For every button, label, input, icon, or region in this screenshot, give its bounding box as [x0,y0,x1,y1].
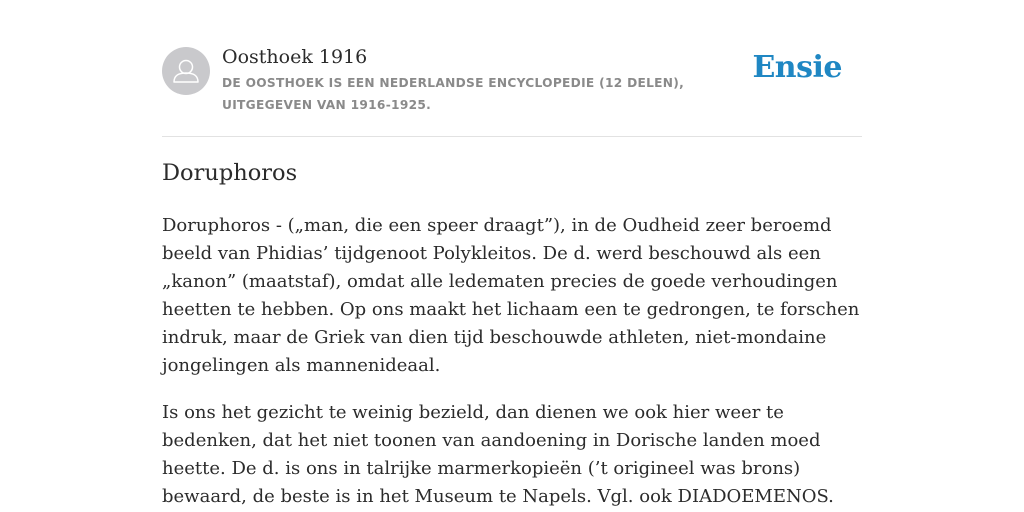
source-header [162,0,862,137]
article-paragraph: Is ons het gezicht te weinig bezield, dan dienen we ook hier weer te bedenken, dat het niet toonen van aandoening in Dorische landen moed heette. De d. is ons in talrijke marmerkopieën (’t origineel was brons) bewaard, de beste is in het Museum te Napels. Vgl. ook DIADOEMENOS. [162,402,834,507]
article-paragraph: Doruphoros - („man, die een speer draagt”), in de Oudheid zeer beroemd beeld van Phidias’ tijdgenoot Polykleitos. De d. werd beschouwd als een „kanon” (maatstaf), omdat alle ledematen precies de goede verhoudingen heetten te hebben. Op ons maakt het lichaam een te gedrongen, te forschen indruk, maar de Griek van dien tijd beschouwde athleten, niet-mondaine jongelingen als mannenideaal. [162,215,860,376]
article-title: Doruphoros [162,160,298,186]
avatar[interactable] [162,47,210,95]
page-content [162,0,862,507]
user-icon [162,47,210,95]
source-description: DE OOSTHOEK IS EEN NEDERLANDSE ENCYCLOPEDIE (12 DELEN), UITGEGEVEN VAN 1916-1925. [222,76,685,112]
ensie-logo[interactable]: Ensie [752,50,842,85]
source-title[interactable]: Oosthoek 1916 [222,46,368,68]
